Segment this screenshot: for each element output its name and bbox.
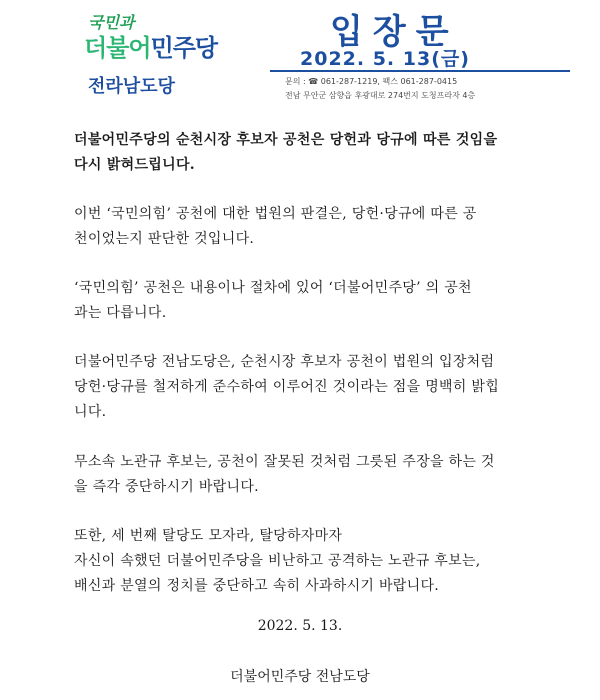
text-line: 천이었는지 판단한 것입니다. [74, 231, 255, 247]
text-line: 을 즉각 중단하시기 바랍니다. [74, 479, 259, 495]
text-line: 또한, 세 번째 탈당도 모자라, 탈당하자마자 [74, 528, 343, 544]
text-line: 더불어민주당의 순천시장 후보자 공천은 당헌과 당규에 따른 것임을 [74, 132, 498, 148]
document-title: 입장문 [330, 12, 459, 52]
text-line: 더불어민주당 전남도당은, 순천시장 후보자 공천이 법원의 입장처럼 [74, 354, 495, 370]
paragraph-difference [74, 276, 544, 326]
text-line: 자신이 속했던 더불어민주당을 비난하고 공격하는 노관규 후보는, [74, 553, 481, 569]
text-line: 무소속 노관규 후보는, 공천이 잘못된 것처럼 그릇된 주장을 하는 것 [74, 454, 495, 470]
text-line: ‘국민의힘’ 공천은 내용이나 절차에 있어 ‘더불어민주당’ 의 공천 [74, 280, 472, 296]
signature-organization: 더불어민주당 전남도당 [230, 669, 370, 685]
party-logo-part2: 민주당 [150, 34, 218, 62]
address-info: 전남 무안군 삼향읍 후광대로 274번지 도청프라자 4층 [285, 91, 476, 100]
paragraph-compliance [74, 350, 544, 425]
text-line: 배신과 분열의 정치를 중단하고 속히 사과하시기 바랍니다. [74, 578, 440, 594]
paragraph-court-ruling [74, 202, 544, 252]
branch-name: 전라남도당 [88, 76, 175, 97]
headline-paragraph [74, 128, 544, 178]
document-date: 2022. 5. 13(금) [300, 48, 470, 70]
signature-date: 2022. 5. 13. [257, 618, 343, 634]
text-line: 당헌·당규를 철저하게 준수하여 이루어진 것이라는 점을 명백히 밝힙 [74, 379, 500, 395]
paragraph-demand-stop [74, 450, 544, 500]
party-logo [84, 28, 217, 63]
letterhead [0, 0, 600, 120]
text-line: 니다. [74, 404, 107, 420]
text-line: 과는 다릅니다. [74, 305, 167, 321]
logo-slogan: 국민과 [88, 13, 135, 32]
party-logo-part1: 더불어 [84, 34, 151, 62]
text-line: 이번 ‘국민의힘’ 공천에 대한 법원의 판결은, 당헌·당규에 따른 공 [74, 206, 477, 222]
header-divider [270, 70, 570, 72]
text-line: 다시 밝혀드립니다. [74, 157, 195, 173]
paragraph-demand-apology [74, 524, 544, 599]
contact-info: 문의 : ☎ 061-287-1219, 팩스 061-287-0415 [285, 77, 458, 86]
